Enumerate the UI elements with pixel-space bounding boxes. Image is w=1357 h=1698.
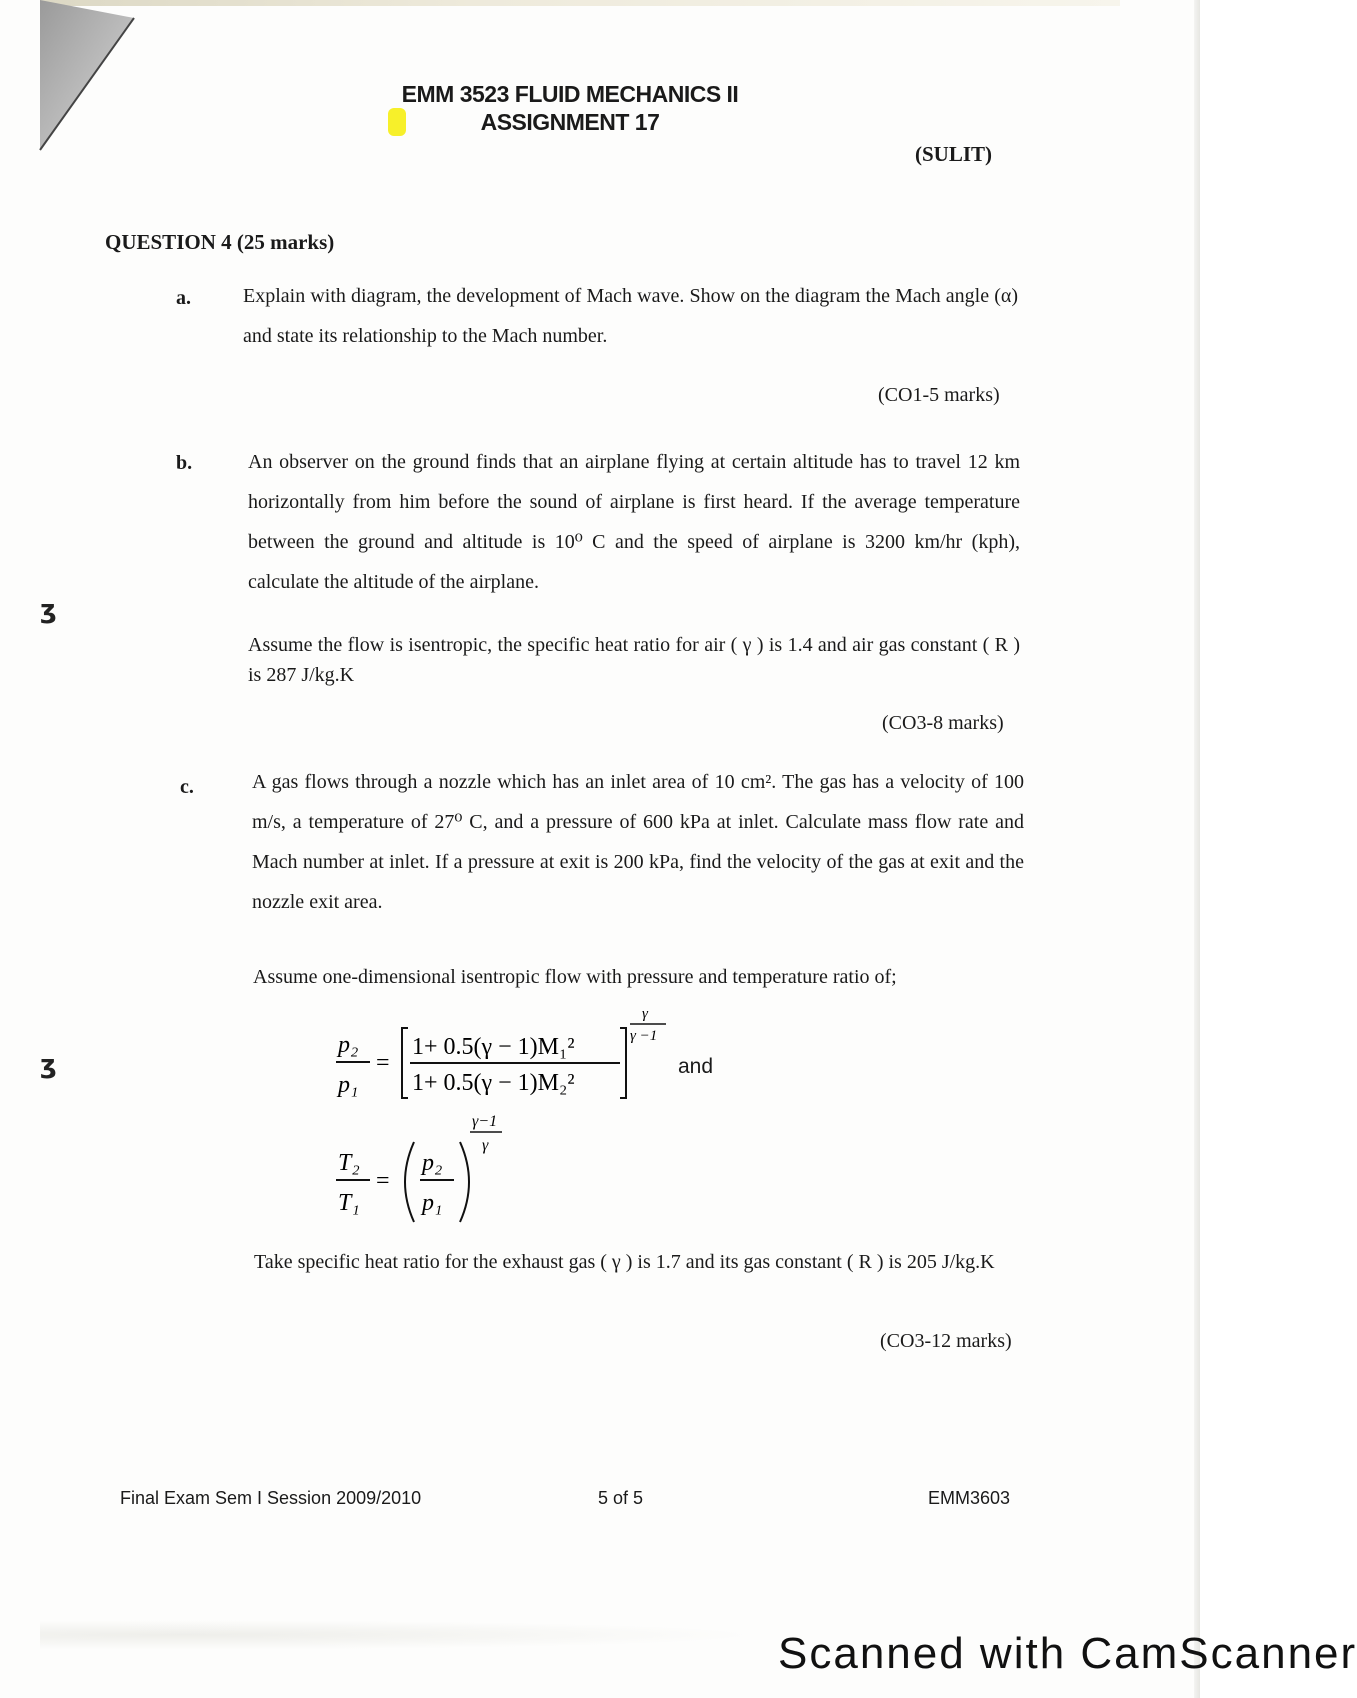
margin-mark-2: ʒ: [40, 1050, 57, 1080]
eq2-left-paren: [405, 1142, 414, 1222]
part-b-text: An observer on the ground finds that an airplane flying at certain altitude has to travel 12 km horizontally from him before the sound of airplane is first heard. If the average temperature between the ground and altitude is 10⁰ C and the speed of airplane is 3200 km/hr (kph), calculate the altitude of the airplane.: [248, 451, 1020, 593]
part-a-marks: (CO1-5 marks): [878, 384, 1000, 406]
eq2-rhs-numerator: p₂: [422, 1150, 443, 1176]
document-title-block: [0, 80, 1140, 136]
eq1-rhs-denominator: 1+ 0.5(γ − 1)M₂²: [412, 1070, 575, 1096]
part-b-label: b.: [176, 452, 193, 474]
eq2-equals: =: [376, 1168, 390, 1194]
scan-right-edge: [1194, 0, 1200, 1698]
isentropic-relations: [330, 1006, 750, 1240]
eq1-equals: =: [376, 1050, 390, 1076]
scan-smear: [40, 1620, 760, 1650]
part-b-assumption: Assume the flow is isentropic, the specific heat ratio for air ( γ ) is 1.4 and air gas constant ( R ) is 287 J/kg.K: [248, 634, 1020, 686]
classification-label: (SULIT): [915, 142, 993, 166]
eq1-rhs-numerator: 1+ 0.5(γ − 1)M₁²: [412, 1034, 575, 1060]
footer-course-code: EMM3603: [928, 1488, 1011, 1508]
eq2-exponent-numerator: γ−1: [472, 1113, 498, 1130]
part-c-label: c.: [180, 776, 194, 798]
equation-svg: [330, 1006, 750, 1240]
part-c-assumption: Assume one-dimensional isentropic flow with pressure and temperature ratio of;: [253, 966, 897, 988]
part-a-label: a.: [176, 287, 191, 309]
eq1-exponent-denominator: γ −1: [630, 1028, 658, 1044]
eq1-left-bracket: [402, 1028, 408, 1098]
part-b-marks: (CO3-8 marks): [882, 712, 1004, 734]
scanner-watermark: Scanned with CamScanner: [778, 1629, 1357, 1678]
eq2-lhs-numerator: T₂: [338, 1150, 360, 1176]
eq2-lhs-denominator: T₁: [338, 1190, 360, 1216]
eq2-rhs-denominator: p₁: [422, 1190, 443, 1216]
part-c-text: A gas flows through a nozzle which has an inlet area of 10 cm². The gas has a velocity of 100 m/s, a temperature of 27⁰ C, and a pressure of 600 kPa at inlet. Calculate mass flow rate and Mach number at inlet. If a pressure at exit is 200 kPa, find the velocity of the gas at exit and the nozzle exit area.: [252, 771, 1024, 913]
part-c-marks: (CO3-12 marks): [880, 1330, 1012, 1352]
margin-mark: ʒ: [40, 595, 57, 625]
footer-page-number: 5 of 5: [598, 1488, 644, 1508]
footer-exam-session: Final Exam Sem I Session 2009/2010: [120, 1488, 422, 1508]
assignment-title: ASSIGNMENT 17: [480, 109, 660, 135]
eq1-lhs-numerator: p₂: [338, 1032, 359, 1058]
part-a-text: Explain with diagram, the development of Mach wave. Show on the diagram the Mach angle (α) and state its relationship to the Mach number.: [243, 285, 1018, 347]
eq1-lhs-denominator: p₁: [338, 1072, 359, 1098]
eq2-right-paren: [460, 1142, 469, 1222]
eq1-exponent-numerator: γ: [642, 1006, 648, 1022]
equation-joiner: and: [678, 1055, 714, 1078]
question-heading: QUESTION 4 (25 marks): [105, 230, 335, 254]
eq1-right-bracket: [620, 1028, 626, 1098]
scan-top-edge: [40, 0, 1120, 6]
part-c-gas-properties: Take specific heat ratio for the exhaust gas ( γ ) is 1.7 and its gas constant ( R ) is 205 J/kg.K: [254, 1251, 995, 1273]
eq2-exponent-denominator: γ: [482, 1137, 489, 1154]
course-title: EMM 3523 FLUID MECHANICS II: [401, 81, 739, 107]
